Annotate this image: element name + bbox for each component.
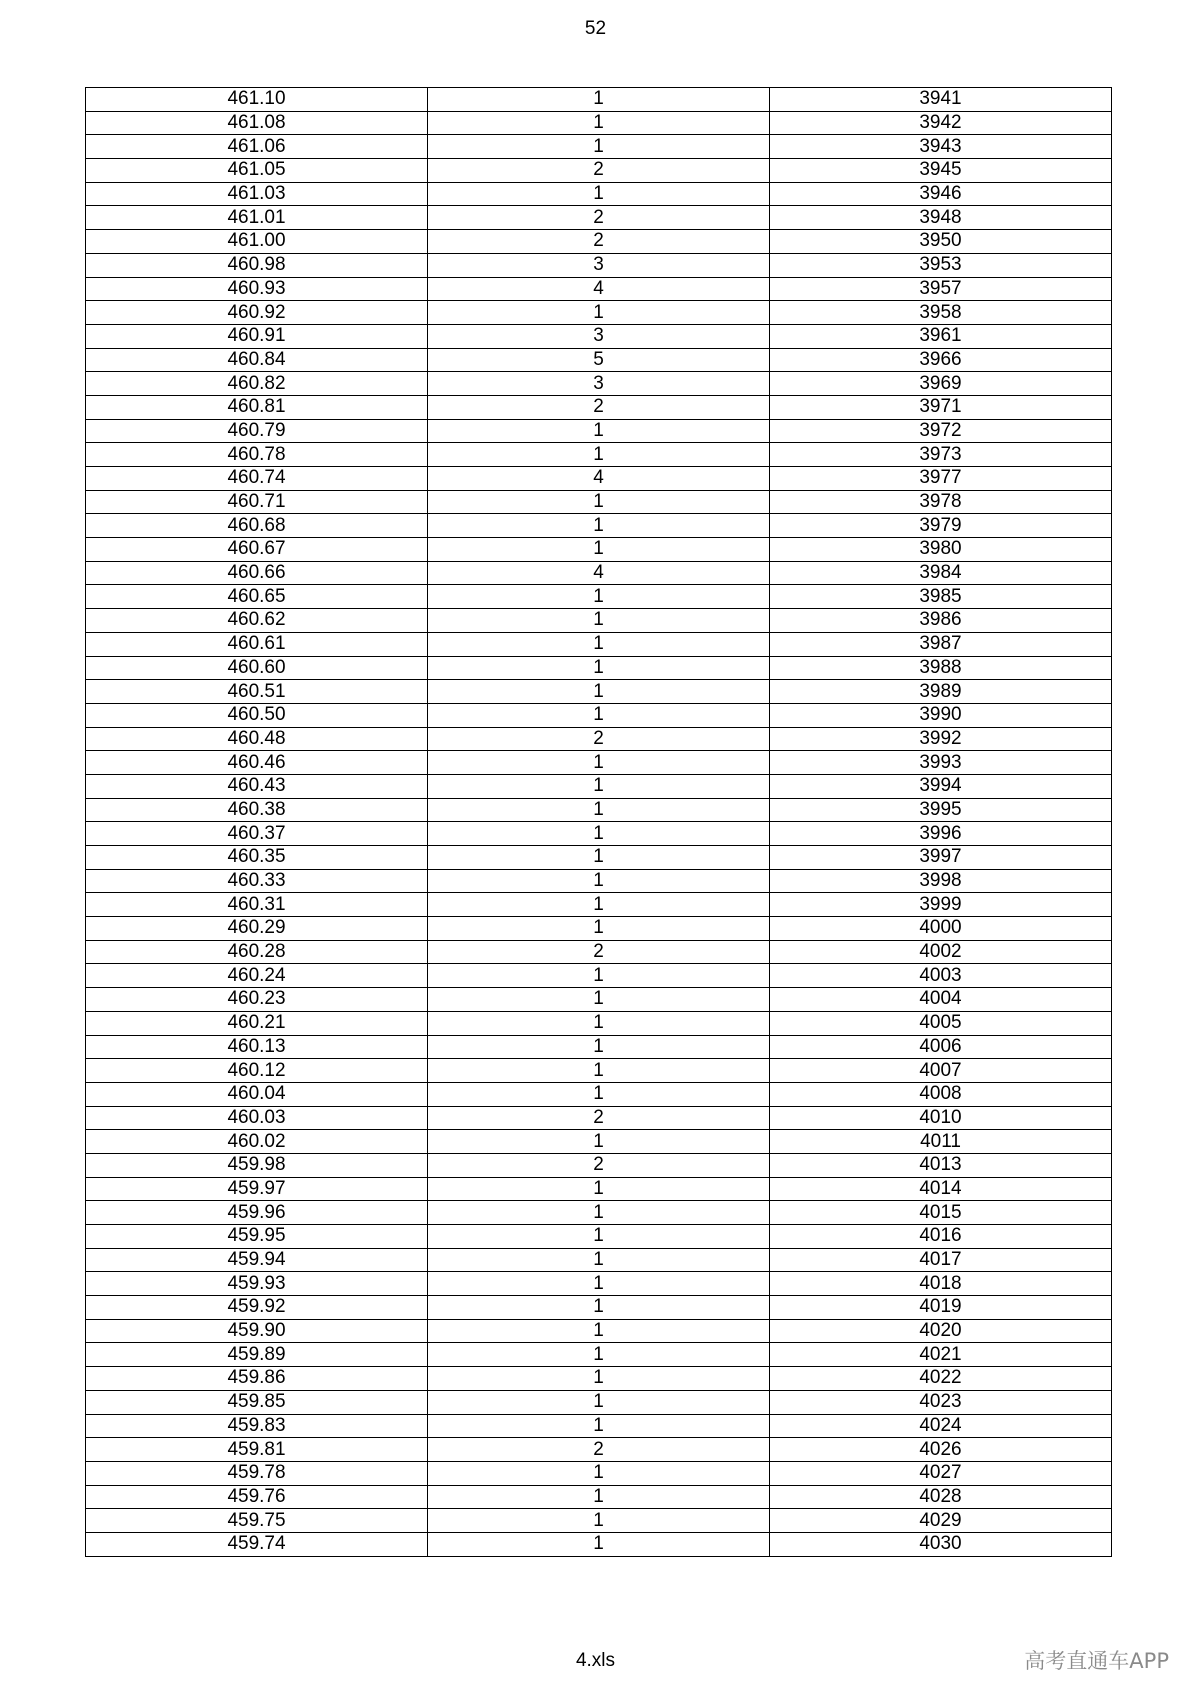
count-cell: 1 — [428, 964, 770, 988]
cumulative-cell: 4013 — [770, 1153, 1112, 1177]
cumulative-cell: 3990 — [770, 703, 1112, 727]
table-row — [86, 940, 1112, 964]
cumulative-cell: 4000 — [770, 917, 1112, 941]
table-row — [86, 1153, 1112, 1177]
table-row — [86, 561, 1112, 585]
table-row — [86, 869, 1112, 893]
score-cell: 460.31 — [86, 893, 428, 917]
count-cell: 1 — [428, 988, 770, 1012]
score-cell: 460.03 — [86, 1106, 428, 1130]
cumulative-cell: 3973 — [770, 443, 1112, 467]
cumulative-cell: 4019 — [770, 1296, 1112, 1320]
table-row — [86, 111, 1112, 135]
score-table — [85, 87, 1112, 1557]
count-cell: 3 — [428, 324, 770, 348]
count-cell: 5 — [428, 348, 770, 372]
cumulative-cell: 4027 — [770, 1461, 1112, 1485]
cumulative-cell: 3958 — [770, 301, 1112, 325]
score-cell: 460.79 — [86, 419, 428, 443]
table-row — [86, 538, 1112, 562]
score-cell: 459.81 — [86, 1438, 428, 1462]
count-cell: 2 — [428, 727, 770, 751]
count-cell: 1 — [428, 609, 770, 633]
table-row — [86, 988, 1112, 1012]
table-row — [86, 443, 1112, 467]
watermark-text: 高考直通车APP — [1024, 1649, 1169, 1673]
cumulative-cell: 4006 — [770, 1035, 1112, 1059]
score-cell: 460.50 — [86, 703, 428, 727]
score-cell: 460.68 — [86, 514, 428, 538]
score-cell: 461.00 — [86, 230, 428, 254]
score-cell: 461.10 — [86, 88, 428, 112]
table-row — [86, 277, 1112, 301]
score-cell: 459.85 — [86, 1390, 428, 1414]
table-row — [86, 680, 1112, 704]
table-row — [86, 727, 1112, 751]
table-row — [86, 1130, 1112, 1154]
table-row — [86, 1201, 1112, 1225]
count-cell: 1 — [428, 774, 770, 798]
score-cell: 460.67 — [86, 538, 428, 562]
count-cell: 1 — [428, 1201, 770, 1225]
score-cell: 460.33 — [86, 869, 428, 893]
score-cell: 460.24 — [86, 964, 428, 988]
count-cell: 1 — [428, 514, 770, 538]
score-cell: 460.60 — [86, 656, 428, 680]
table-row — [86, 514, 1112, 538]
cumulative-cell: 3943 — [770, 135, 1112, 159]
table-row — [86, 1035, 1112, 1059]
cumulative-cell: 3972 — [770, 419, 1112, 443]
count-cell: 1 — [428, 1248, 770, 1272]
count-cell: 1 — [428, 656, 770, 680]
cumulative-cell: 4007 — [770, 1059, 1112, 1083]
table-row — [86, 917, 1112, 941]
table-row — [86, 324, 1112, 348]
cumulative-cell: 3961 — [770, 324, 1112, 348]
cumulative-cell: 4016 — [770, 1225, 1112, 1249]
table-row — [86, 1461, 1112, 1485]
table-row — [86, 1082, 1112, 1106]
count-cell: 4 — [428, 277, 770, 301]
score-cell: 460.38 — [86, 798, 428, 822]
table-row — [86, 774, 1112, 798]
score-cell: 460.29 — [86, 917, 428, 941]
count-cell: 1 — [428, 703, 770, 727]
cumulative-cell: 3941 — [770, 88, 1112, 112]
count-cell: 2 — [428, 159, 770, 183]
score-cell: 460.61 — [86, 632, 428, 656]
score-cell: 460.82 — [86, 372, 428, 396]
cumulative-cell: 3946 — [770, 182, 1112, 206]
score-cell: 460.71 — [86, 490, 428, 514]
score-cell: 459.89 — [86, 1343, 428, 1367]
count-cell: 1 — [428, 822, 770, 846]
cumulative-cell: 4023 — [770, 1390, 1112, 1414]
table-row — [86, 1225, 1112, 1249]
cumulative-cell: 3989 — [770, 680, 1112, 704]
score-cell: 460.91 — [86, 324, 428, 348]
table-row — [86, 88, 1112, 112]
table-row — [86, 1367, 1112, 1391]
cumulative-cell: 3969 — [770, 372, 1112, 396]
count-cell: 1 — [428, 1414, 770, 1438]
score-cell: 460.51 — [86, 680, 428, 704]
cumulative-cell: 3971 — [770, 395, 1112, 419]
score-cell: 461.03 — [86, 182, 428, 206]
score-cell: 459.97 — [86, 1177, 428, 1201]
score-cell: 459.94 — [86, 1248, 428, 1272]
table-row — [86, 1509, 1112, 1533]
cumulative-cell: 3994 — [770, 774, 1112, 798]
table-row — [86, 1106, 1112, 1130]
count-cell: 1 — [428, 1272, 770, 1296]
cumulative-cell: 3945 — [770, 159, 1112, 183]
count-cell: 1 — [428, 1177, 770, 1201]
table-row — [86, 348, 1112, 372]
score-cell: 459.86 — [86, 1367, 428, 1391]
score-cell: 459.74 — [86, 1532, 428, 1556]
count-cell: 1 — [428, 1509, 770, 1533]
cumulative-cell: 4022 — [770, 1367, 1112, 1391]
cumulative-cell: 3979 — [770, 514, 1112, 538]
score-cell: 460.28 — [86, 940, 428, 964]
score-cell: 460.81 — [86, 395, 428, 419]
score-cell: 460.84 — [86, 348, 428, 372]
table-row — [86, 372, 1112, 396]
count-cell: 2 — [428, 230, 770, 254]
score-cell: 459.78 — [86, 1461, 428, 1485]
count-cell: 1 — [428, 111, 770, 135]
table-row — [86, 846, 1112, 870]
table-row — [86, 703, 1112, 727]
table-row — [86, 301, 1112, 325]
count-cell: 1 — [428, 1485, 770, 1509]
table-row — [86, 964, 1112, 988]
score-cell: 459.95 — [86, 1225, 428, 1249]
count-cell: 1 — [428, 917, 770, 941]
score-cell: 460.04 — [86, 1082, 428, 1106]
table-row — [86, 632, 1112, 656]
table-row — [86, 1532, 1112, 1556]
cumulative-cell: 4020 — [770, 1319, 1112, 1343]
count-cell: 1 — [428, 1532, 770, 1556]
table-row — [86, 1343, 1112, 1367]
count-cell: 4 — [428, 561, 770, 585]
cumulative-cell: 4029 — [770, 1509, 1112, 1533]
table-row — [86, 822, 1112, 846]
cumulative-cell: 4021 — [770, 1343, 1112, 1367]
score-cell: 459.96 — [86, 1201, 428, 1225]
table-row — [86, 1177, 1112, 1201]
cumulative-cell: 4028 — [770, 1485, 1112, 1509]
count-cell: 1 — [428, 1461, 770, 1485]
score-cell: 459.98 — [86, 1153, 428, 1177]
table-row — [86, 419, 1112, 443]
count-cell: 1 — [428, 751, 770, 775]
cumulative-cell: 3978 — [770, 490, 1112, 514]
score-cell: 460.12 — [86, 1059, 428, 1083]
cumulative-cell: 3999 — [770, 893, 1112, 917]
table-row — [86, 1272, 1112, 1296]
cumulative-cell: 3966 — [770, 348, 1112, 372]
table-row — [86, 1390, 1112, 1414]
cumulative-cell: 3977 — [770, 467, 1112, 491]
cumulative-cell: 3942 — [770, 111, 1112, 135]
count-cell: 1 — [428, 1367, 770, 1391]
count-cell: 1 — [428, 182, 770, 206]
cumulative-cell: 4024 — [770, 1414, 1112, 1438]
score-table-body — [86, 88, 1112, 1557]
cumulative-cell: 4004 — [770, 988, 1112, 1012]
cumulative-cell: 4002 — [770, 940, 1112, 964]
count-cell: 1 — [428, 1130, 770, 1154]
score-cell: 460.66 — [86, 561, 428, 585]
count-cell: 4 — [428, 467, 770, 491]
table-row — [86, 1248, 1112, 1272]
cumulative-cell: 4003 — [770, 964, 1112, 988]
count-cell: 1 — [428, 680, 770, 704]
count-cell: 1 — [428, 1011, 770, 1035]
cumulative-cell: 3985 — [770, 585, 1112, 609]
score-cell: 461.08 — [86, 111, 428, 135]
score-cell: 459.92 — [86, 1296, 428, 1320]
score-cell: 460.98 — [86, 253, 428, 277]
table-row — [86, 751, 1112, 775]
table-row — [86, 253, 1112, 277]
table-row — [86, 1485, 1112, 1509]
cumulative-cell: 4017 — [770, 1248, 1112, 1272]
cumulative-cell: 4005 — [770, 1011, 1112, 1035]
count-cell: 2 — [428, 1438, 770, 1462]
count-cell: 1 — [428, 893, 770, 917]
score-cell: 460.35 — [86, 846, 428, 870]
cumulative-cell: 3953 — [770, 253, 1112, 277]
table-row — [86, 490, 1112, 514]
cumulative-cell: 3948 — [770, 206, 1112, 230]
table-row — [86, 135, 1112, 159]
score-cell: 460.21 — [86, 1011, 428, 1035]
count-cell: 1 — [428, 1319, 770, 1343]
count-cell: 1 — [428, 419, 770, 443]
count-cell: 1 — [428, 1082, 770, 1106]
cumulative-cell: 4010 — [770, 1106, 1112, 1130]
table-row — [86, 159, 1112, 183]
cumulative-cell: 3997 — [770, 846, 1112, 870]
table-row — [86, 1059, 1112, 1083]
cumulative-cell: 3950 — [770, 230, 1112, 254]
count-cell: 1 — [428, 1296, 770, 1320]
table-row — [86, 395, 1112, 419]
count-cell: 2 — [428, 940, 770, 964]
count-cell: 1 — [428, 538, 770, 562]
count-cell: 3 — [428, 253, 770, 277]
cumulative-cell: 3984 — [770, 561, 1112, 585]
count-cell: 1 — [428, 869, 770, 893]
score-cell: 459.93 — [86, 1272, 428, 1296]
table-row — [86, 656, 1112, 680]
count-cell: 2 — [428, 1153, 770, 1177]
score-cell: 460.02 — [86, 1130, 428, 1154]
cumulative-cell: 3957 — [770, 277, 1112, 301]
count-cell: 1 — [428, 443, 770, 467]
cumulative-cell: 3995 — [770, 798, 1112, 822]
score-cell: 459.90 — [86, 1319, 428, 1343]
cumulative-cell: 3988 — [770, 656, 1112, 680]
score-cell: 460.74 — [86, 467, 428, 491]
score-cell: 460.65 — [86, 585, 428, 609]
score-cell: 461.05 — [86, 159, 428, 183]
score-cell: 460.93 — [86, 277, 428, 301]
table-row — [86, 467, 1112, 491]
count-cell: 2 — [428, 206, 770, 230]
table-row — [86, 206, 1112, 230]
cumulative-cell: 4026 — [770, 1438, 1112, 1462]
score-cell: 460.37 — [86, 822, 428, 846]
score-cell: 459.76 — [86, 1485, 428, 1509]
count-cell: 1 — [428, 846, 770, 870]
table-row — [86, 1319, 1112, 1343]
cumulative-cell: 4030 — [770, 1532, 1112, 1556]
table-row — [86, 230, 1112, 254]
score-cell: 460.46 — [86, 751, 428, 775]
table-row — [86, 609, 1112, 633]
count-cell: 1 — [428, 1390, 770, 1414]
score-cell: 461.01 — [86, 206, 428, 230]
score-cell: 461.06 — [86, 135, 428, 159]
table-row — [86, 1011, 1112, 1035]
count-cell: 2 — [428, 395, 770, 419]
count-cell: 3 — [428, 372, 770, 396]
score-cell: 460.78 — [86, 443, 428, 467]
score-cell: 460.62 — [86, 609, 428, 633]
cumulative-cell: 3992 — [770, 727, 1112, 751]
page-number: 52 — [584, 18, 607, 39]
table-row — [86, 1296, 1112, 1320]
table-row — [86, 182, 1112, 206]
table-row — [86, 1438, 1112, 1462]
count-cell: 1 — [428, 798, 770, 822]
cumulative-cell: 3980 — [770, 538, 1112, 562]
score-cell: 459.75 — [86, 1509, 428, 1533]
cumulative-cell: 4018 — [770, 1272, 1112, 1296]
count-cell: 1 — [428, 490, 770, 514]
cumulative-cell: 4014 — [770, 1177, 1112, 1201]
score-cell: 460.92 — [86, 301, 428, 325]
score-cell: 459.83 — [86, 1414, 428, 1438]
table-row — [86, 585, 1112, 609]
count-cell: 1 — [428, 1059, 770, 1083]
count-cell: 1 — [428, 1225, 770, 1249]
count-cell: 1 — [428, 135, 770, 159]
cumulative-cell: 4008 — [770, 1082, 1112, 1106]
table-row — [86, 893, 1112, 917]
score-cell: 460.43 — [86, 774, 428, 798]
count-cell: 2 — [428, 1106, 770, 1130]
cumulative-cell: 3986 — [770, 609, 1112, 633]
cumulative-cell: 4011 — [770, 1130, 1112, 1154]
count-cell: 1 — [428, 585, 770, 609]
cumulative-cell: 3993 — [770, 751, 1112, 775]
score-cell: 460.23 — [86, 988, 428, 1012]
footer-filename: 4.xls — [575, 1650, 616, 1671]
cumulative-cell: 3987 — [770, 632, 1112, 656]
count-cell: 1 — [428, 88, 770, 112]
score-cell: 460.48 — [86, 727, 428, 751]
count-cell: 1 — [428, 1035, 770, 1059]
count-cell: 1 — [428, 1343, 770, 1367]
count-cell: 1 — [428, 632, 770, 656]
cumulative-cell: 3996 — [770, 822, 1112, 846]
cumulative-cell: 3998 — [770, 869, 1112, 893]
count-cell: 1 — [428, 301, 770, 325]
score-cell: 460.13 — [86, 1035, 428, 1059]
table-row — [86, 798, 1112, 822]
table-row — [86, 1414, 1112, 1438]
cumulative-cell: 4015 — [770, 1201, 1112, 1225]
